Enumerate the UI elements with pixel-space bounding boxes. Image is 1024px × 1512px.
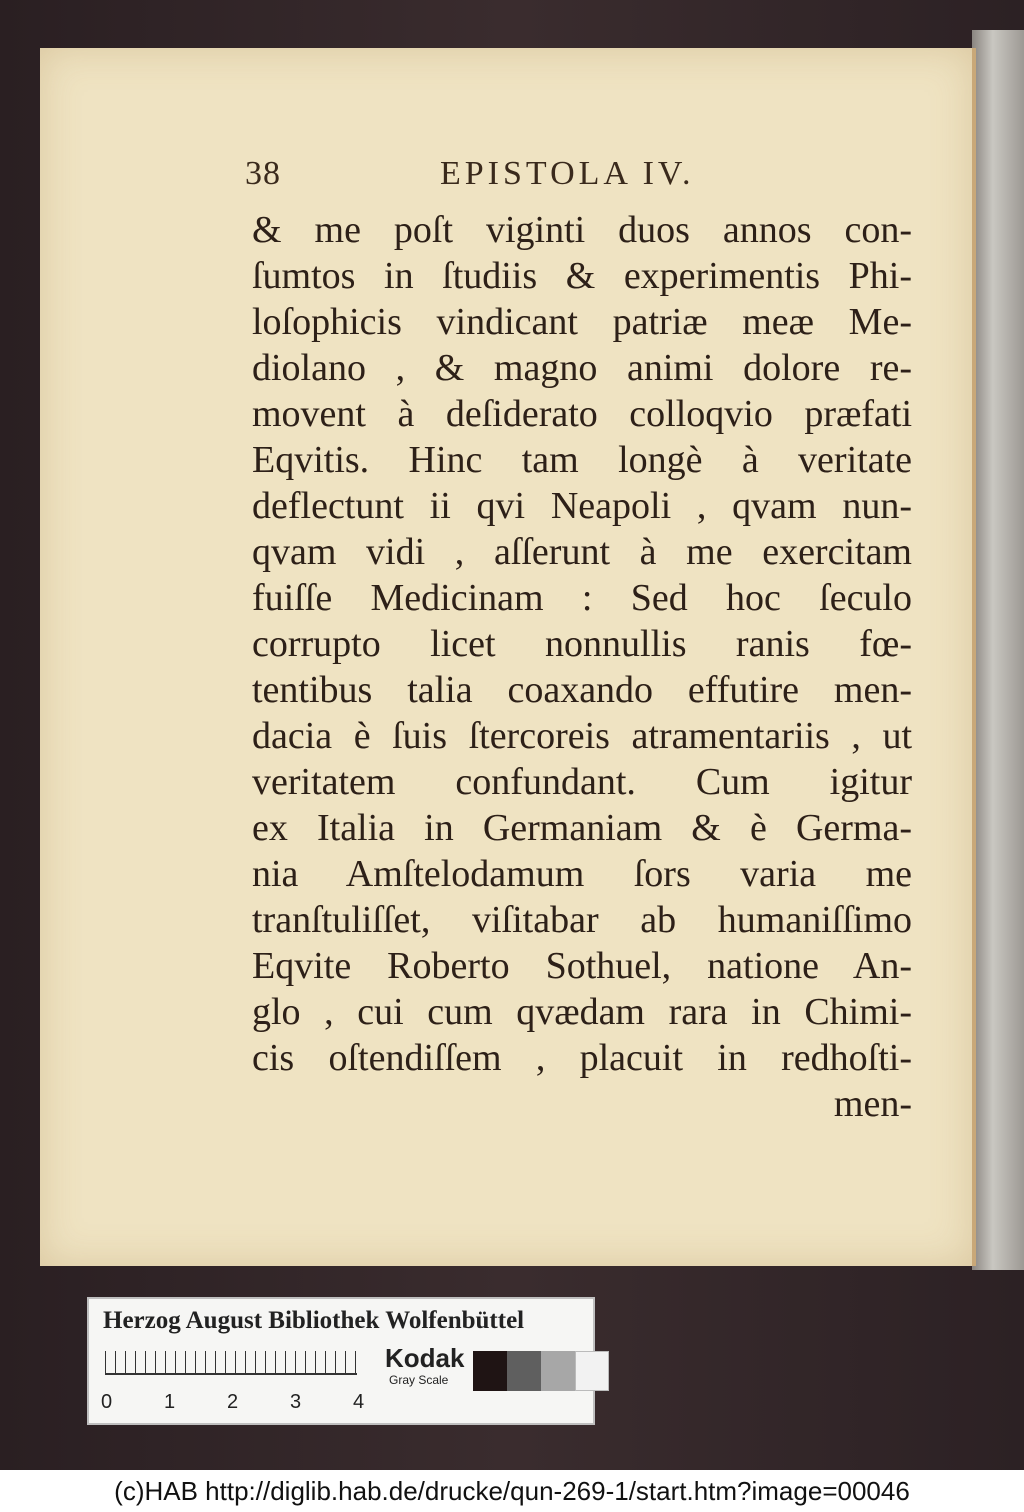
- text-line: qvam vidi , aſſerunt à me exercitam: [252, 531, 912, 573]
- catchword: men-: [833, 1083, 912, 1125]
- page-number: 38: [245, 155, 281, 192]
- ruler: [105, 1351, 357, 1375]
- text-line: Eqvitis. Hinc tam longè à veritate: [252, 439, 912, 481]
- text-line: ex Italia in Germaniam & è Germa-: [252, 807, 912, 849]
- gray-swatch: [541, 1351, 575, 1391]
- text-line: diolano , & magno animi dolore re-: [252, 347, 912, 389]
- text-line: & me poſt viginti duos annos con-: [252, 209, 912, 251]
- text-line: glo , cui cum qvædam rara in Chimi-: [252, 991, 912, 1033]
- text-line: fuiſſe Medicinam : Sed hoc ſeculo: [252, 577, 912, 619]
- text-line: cis oſtendiſſem , placuit in redhoſti-: [252, 1037, 912, 1079]
- gray-swatch: [473, 1351, 507, 1391]
- library-name: Herzog August Bibliothek Wolfenbüttel: [103, 1307, 525, 1334]
- gray-swatch: [507, 1351, 541, 1391]
- body-text: [252, 207, 912, 1127]
- color-target-card: [87, 1297, 595, 1425]
- text-line: dacia è ſuis ſtercoreis atramentariis , ut: [252, 715, 912, 757]
- ruler-number: 2: [227, 1391, 239, 1413]
- text-line: movent à deſiderato colloqvio præfati: [252, 393, 912, 435]
- text-line: Eqvite Roberto Sothuel, natione An-: [252, 945, 912, 987]
- copyright-footer: (c)HAB http://diglib.hab.de/drucke/qun-269-1/start.htm?image=00046: [0, 1470, 1024, 1512]
- text-line: nia Amſtelodamum ſors varia me: [252, 853, 912, 895]
- gray-swatch: [575, 1351, 609, 1391]
- ruler-number: 1: [164, 1391, 176, 1413]
- page-header: [245, 155, 715, 195]
- ruler-numbers: [101, 1391, 371, 1415]
- text-line: deflectunt ii qvi Neapoli , qvam nun-: [252, 485, 912, 527]
- ruler-number: 4: [353, 1391, 365, 1413]
- running-head: EPISTOLA IV.: [440, 155, 695, 192]
- kodak-logo: Kodak: [385, 1343, 465, 1373]
- gray-scale-label: Gray Scale: [389, 1373, 449, 1387]
- text-line: tentibus talia coaxando effutire men-: [252, 669, 912, 711]
- adjacent-page-edge: [972, 30, 1024, 1270]
- ruler-number: 3: [290, 1391, 302, 1413]
- text-line: ſumtos in ſtudiis & experimentis Phi-: [252, 255, 912, 297]
- text-line: loſophicis vindicant patriæ meæ Me-: [252, 301, 912, 343]
- text-line: veritatem confundant. Cum igitur: [252, 761, 912, 803]
- ruler-number: 0: [101, 1391, 113, 1413]
- text-line: corrupto licet nonnullis ranis fœ-: [252, 623, 912, 665]
- text-line: tranſtuliſſet, viſitabar ab humaniſſimo: [252, 899, 912, 941]
